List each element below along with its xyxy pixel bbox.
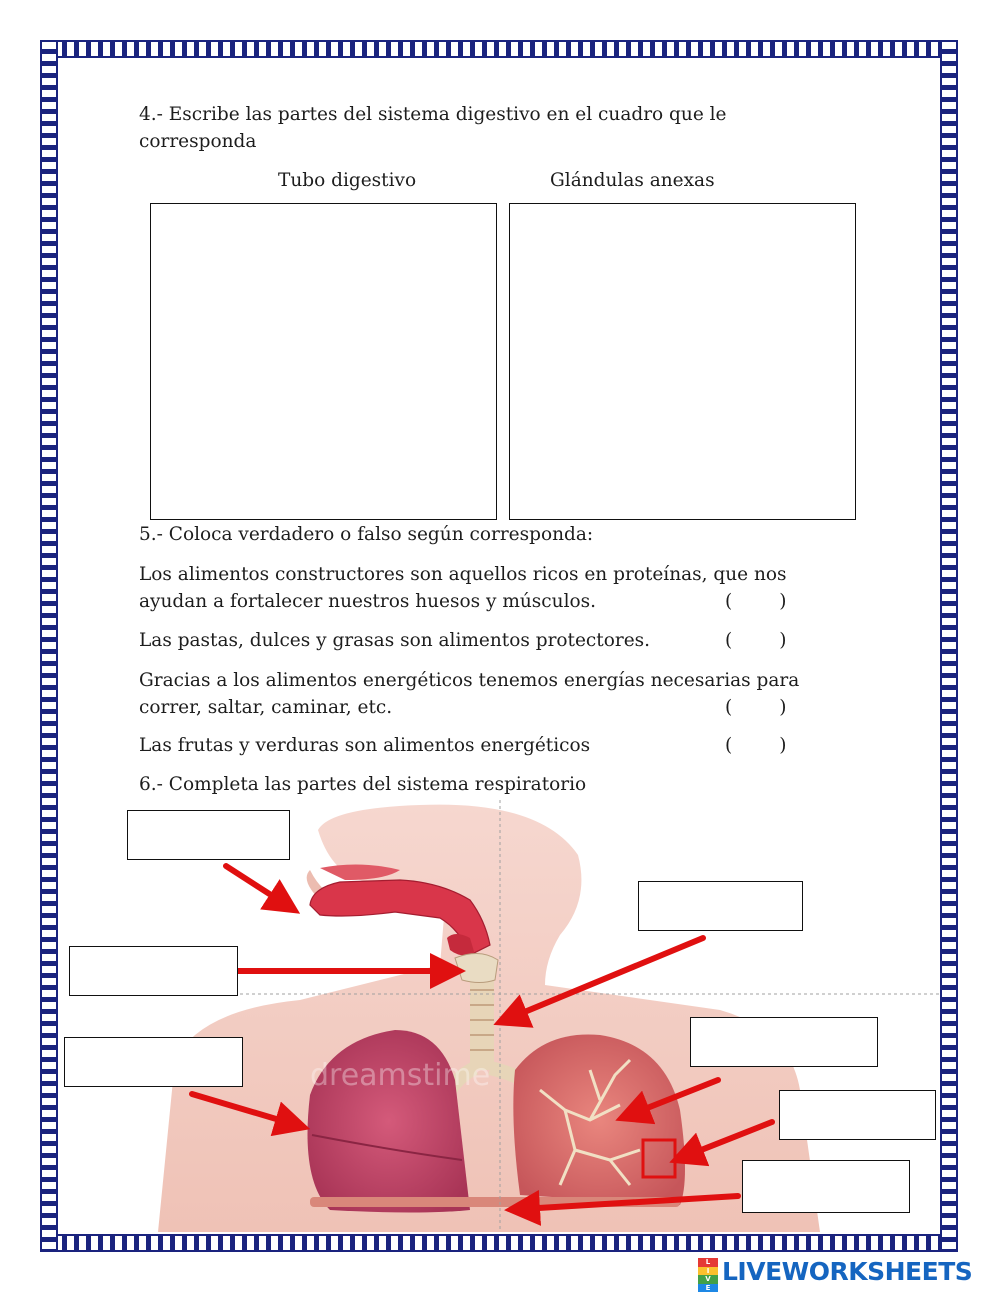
section5-title: 5.- Coloca verdadero o falso según corresponda: (139, 524, 594, 545)
label-box-diaphragm[interactable] (742, 1160, 910, 1213)
label-box-alveoli[interactable] (779, 1090, 936, 1140)
label-box-bronchi[interactable] (690, 1017, 878, 1067)
statement-4-answer[interactable]: ( ) (725, 735, 787, 756)
glandulas-anexas-header: Glándulas anexas (550, 170, 715, 191)
statement-4-line1: Las frutas y verduras son alimentos energéticos (139, 735, 591, 756)
section4-title-line2: corresponda (139, 131, 257, 152)
section4-title-line1: 4.- Escribe las partes del sistema digestivo en el cuadro que le (139, 104, 727, 125)
statement-2-line1: Las pastas, dulces y grasas son alimentos protectores. (139, 630, 651, 651)
label-box-larynx[interactable] (69, 946, 238, 996)
label-box-nose[interactable] (127, 810, 290, 860)
dreamstime-watermark: dreamstime (310, 1058, 491, 1093)
statement-2-answer[interactable]: ( ) (725, 630, 787, 651)
label-box-trachea[interactable] (638, 881, 803, 931)
logo-text: LIVEWORKSHEETS (722, 1256, 973, 1286)
statement-3-line2: correr, saltar, caminar, etc. (139, 697, 393, 718)
live-badge-icon: L I V E (698, 1258, 718, 1284)
statement-1-line1: Los alimentos constructores son aquellos ricos en proteínas, que nos (139, 564, 787, 585)
tubo-digestivo-header: Tubo digestivo (278, 170, 417, 191)
statement-1-line2: ayudan a fortalecer nuestros huesos y músculos. (139, 591, 596, 612)
statement-3-answer[interactable]: ( ) (725, 697, 787, 718)
statement-3-line1: Gracias a los alimentos energéticos tenemos energías necesarias para (139, 670, 800, 691)
label-box-lung[interactable] (64, 1037, 243, 1087)
liveworksheets-logo (698, 1256, 973, 1292)
arrow-nose (226, 866, 285, 904)
statement-1-answer[interactable]: ( ) (725, 591, 787, 612)
section6-title: 6.- Completa las partes del sistema respiratorio (139, 774, 587, 795)
